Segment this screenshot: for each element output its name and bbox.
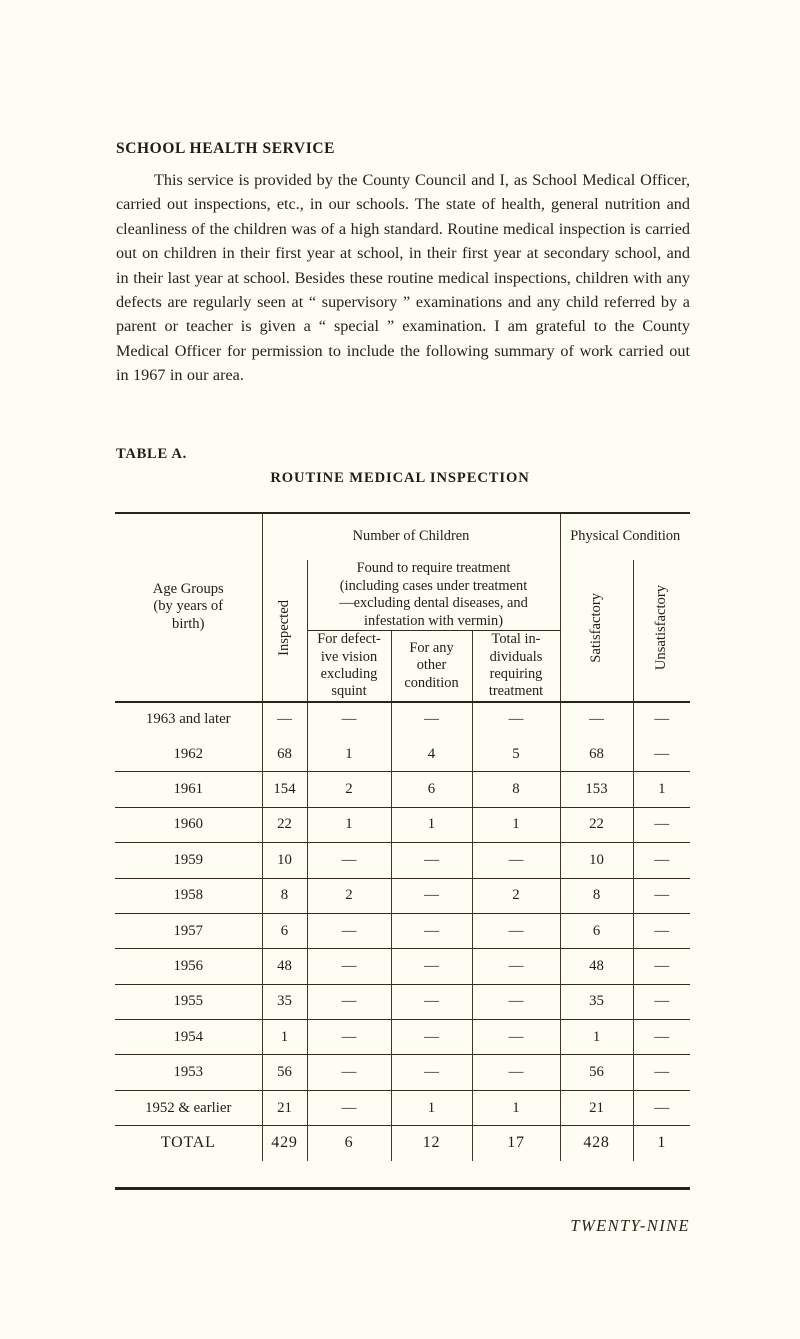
table-body	[115, 702, 690, 1161]
row-year: 1960	[115, 807, 262, 842]
row-year: 1962	[115, 737, 262, 772]
row-unsatisfactory: —	[633, 737, 690, 772]
table-title: ROUTINE MEDICAL INSPECTION	[270, 470, 530, 486]
row-total-individuals: —	[472, 913, 560, 948]
row-any-other: —	[391, 878, 472, 913]
row-satisfactory: 8	[560, 878, 633, 913]
row-defective-vision: —	[307, 913, 391, 948]
row-defective-vision: —	[307, 843, 391, 878]
table-row	[115, 878, 690, 913]
header-found-line4: infestation with vermin)	[363, 612, 504, 629]
header-inspected-label: Inspected	[275, 599, 292, 656]
row-satisfactory: 1	[560, 1020, 633, 1055]
row-satisfactory: 48	[560, 949, 633, 984]
row-year: 1953	[115, 1055, 262, 1090]
row-inspected: 6	[262, 913, 307, 948]
row-year: 1959	[115, 843, 262, 878]
row-any-other: —	[391, 913, 472, 948]
row-inspected: 48	[262, 949, 307, 984]
header-defective-line4: squint	[331, 683, 367, 700]
table-header-group-row	[115, 513, 690, 560]
row-any-other: —	[391, 843, 472, 878]
row-any-other: 1	[391, 1090, 472, 1125]
header-defective-line2: ive vision	[320, 648, 378, 665]
row-year: 1955	[115, 984, 262, 1019]
header-total-ind-line3: requiring	[489, 665, 543, 682]
row-total-individuals: 5	[472, 737, 560, 772]
row-total-individuals: —	[472, 702, 560, 737]
row-defective-vision: 1	[307, 737, 391, 772]
header-defective-line3: excluding	[320, 665, 378, 682]
row-satisfactory: 6	[560, 913, 633, 948]
header-found-line3: —excluding dental diseases, and	[339, 595, 528, 612]
table-row	[115, 807, 690, 842]
total-defective-vision: 6	[307, 1126, 391, 1161]
header-unsatisfactory	[633, 560, 690, 702]
row-defective-vision: —	[307, 1090, 391, 1125]
row-unsatisfactory: —	[633, 1055, 690, 1090]
header-inspected	[262, 560, 307, 702]
row-unsatisfactory: —	[633, 984, 690, 1019]
header-physical-condition: Physical Condition	[560, 513, 690, 560]
row-year: 1961	[115, 772, 262, 807]
row-total-individuals: —	[472, 984, 560, 1019]
row-defective-vision: 2	[307, 772, 391, 807]
row-any-other: —	[391, 984, 472, 1019]
total-unsatisfactory: 1	[633, 1126, 690, 1161]
header-total-individuals	[472, 631, 560, 702]
row-unsatisfactory: —	[633, 1090, 690, 1125]
total-total-individuals: 17	[472, 1126, 560, 1161]
header-satisfactory-label: Satisfactory	[587, 592, 604, 663]
row-year: 1956	[115, 949, 262, 984]
row-unsatisfactory: —	[633, 702, 690, 737]
table-row	[115, 984, 690, 1019]
header-total-ind-line2: dividuals	[489, 648, 543, 665]
table-bottom-rule	[115, 1187, 690, 1190]
row-unsatisfactory: —	[633, 807, 690, 842]
row-inspected: 8	[262, 878, 307, 913]
header-total-ind-line4: treatment	[488, 683, 544, 700]
table-row	[115, 1090, 690, 1125]
table-row	[115, 1055, 690, 1090]
row-satisfactory: —	[560, 702, 633, 737]
row-unsatisfactory: —	[633, 1020, 690, 1055]
row-inspected: 56	[262, 1055, 307, 1090]
row-total-individuals: 8	[472, 772, 560, 807]
table-row	[115, 702, 690, 737]
row-inspected: 21	[262, 1090, 307, 1125]
total-satisfactory: 428	[560, 1126, 633, 1161]
row-inspected: 10	[262, 843, 307, 878]
header-age-groups-line3: birth)	[172, 616, 205, 633]
header-defective-vision	[307, 631, 391, 702]
table-row	[115, 737, 690, 772]
total-label: TOTAL	[160, 1134, 216, 1152]
row-defective-vision: —	[307, 949, 391, 984]
table-row	[115, 949, 690, 984]
header-found-to-require-treatment	[307, 560, 560, 631]
row-unsatisfactory: —	[633, 843, 690, 878]
row-inspected: 68	[262, 737, 307, 772]
row-satisfactory: 22	[560, 807, 633, 842]
row-total-individuals: 1	[472, 807, 560, 842]
row-inspected: —	[262, 702, 307, 737]
row-any-other: —	[391, 949, 472, 984]
intro-paragraph: This service is provided by the County Council and I, as School Medical Officer, carried out inspections, etc., in our schools. The state of health, general nutrition and cleanliness of the children was of a high standard. Routine medical inspection is carried out on children in their first year at school, in their first year at secondary school, and in their last year at school. Besides these routine medical inspections, children with any defects are regularly seen at “ supervisory ” examinations and any child referred by a parent or teacher is given a “ special ” examination. I am grateful to the County Medical Officer for permission to include the following summary of work carried out in 1967 in our area.	[116, 171, 690, 385]
header-found-line2: (including cases under treatment	[339, 577, 528, 594]
header-any-other-line2: other	[416, 657, 447, 674]
row-total-individuals: —	[472, 843, 560, 878]
row-any-other: 6	[391, 772, 472, 807]
row-satisfactory: 35	[560, 984, 633, 1019]
row-any-other: 4	[391, 737, 472, 772]
header-age-groups-line1: Age Groups	[152, 580, 224, 597]
header-unsatisfactory-label: Unsatisfactory	[653, 584, 670, 671]
row-year: 1952 & earlier	[115, 1090, 262, 1125]
row-satisfactory: 153	[560, 772, 633, 807]
row-unsatisfactory: —	[633, 949, 690, 984]
row-any-other: —	[391, 1020, 472, 1055]
table-total-row	[115, 1126, 690, 1161]
row-any-other: —	[391, 702, 472, 737]
row-year: 1963 and later	[115, 702, 262, 737]
row-year: 1958	[115, 878, 262, 913]
row-year: 1954	[115, 1020, 262, 1055]
header-any-other-line1: For any	[409, 640, 454, 657]
row-inspected: 154	[262, 772, 307, 807]
header-total-ind-line1: Total in-	[491, 631, 541, 648]
table-row	[115, 1020, 690, 1055]
row-satisfactory: 68	[560, 737, 633, 772]
row-inspected: 35	[262, 984, 307, 1019]
row-defective-vision: —	[307, 1020, 391, 1055]
header-any-other-line3: condition	[404, 674, 459, 691]
row-any-other: 1	[391, 807, 472, 842]
row-defective-vision: —	[307, 1055, 391, 1090]
header-found-line1: Found to require treatment	[356, 560, 511, 576]
total-any-other: 12	[391, 1126, 472, 1161]
row-total-individuals: —	[472, 1055, 560, 1090]
header-any-other-condition	[391, 631, 472, 702]
row-inspected: 22	[262, 807, 307, 842]
row-defective-vision: 2	[307, 878, 391, 913]
page-folio: TWENTY-NINE	[570, 1216, 690, 1235]
row-defective-vision: 1	[307, 807, 391, 842]
routine-medical-inspection-table	[115, 512, 690, 1161]
row-satisfactory: 10	[560, 843, 633, 878]
table-label: TABLE A.	[116, 446, 188, 462]
table-row	[115, 772, 690, 807]
header-age-groups	[115, 513, 262, 702]
row-defective-vision: —	[307, 702, 391, 737]
table-row	[115, 913, 690, 948]
row-total-individuals: 1	[472, 1090, 560, 1125]
row-total-individuals: —	[472, 1020, 560, 1055]
row-total-individuals: —	[472, 949, 560, 984]
row-unsatisfactory: —	[633, 913, 690, 948]
header-number-of-children: Number of Children	[262, 513, 560, 560]
row-satisfactory: 21	[560, 1090, 633, 1125]
row-year: 1957	[115, 913, 262, 948]
header-age-groups-line2: (by years of	[153, 598, 224, 615]
row-any-other: —	[391, 1055, 472, 1090]
row-inspected: 1	[262, 1020, 307, 1055]
row-defective-vision: —	[307, 984, 391, 1019]
row-unsatisfactory: 1	[633, 772, 690, 807]
row-satisfactory: 56	[560, 1055, 633, 1090]
page-title: SCHOOL HEALTH SERVICE	[116, 140, 336, 157]
row-total-individuals: 2	[472, 878, 560, 913]
header-defective-line1: For defect-	[317, 631, 381, 648]
table-row	[115, 843, 690, 878]
row-unsatisfactory: —	[633, 878, 690, 913]
total-inspected: 429	[262, 1126, 307, 1161]
header-satisfactory	[560, 560, 633, 702]
